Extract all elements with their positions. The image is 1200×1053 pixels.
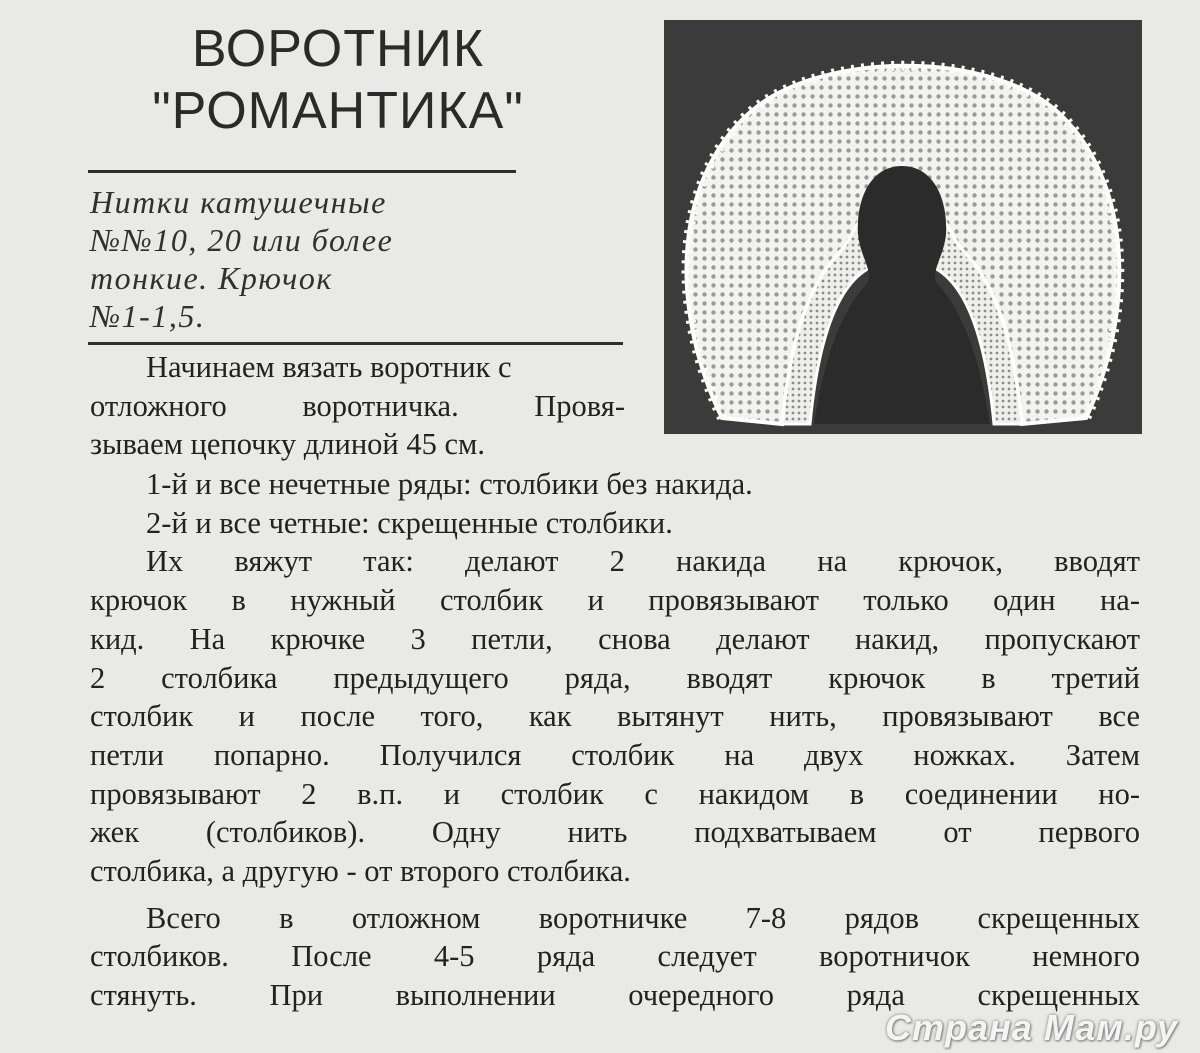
site-watermark: Страна Мам.ру bbox=[885, 1007, 1178, 1048]
text-line: столбика, а другую - от второго столбика. bbox=[90, 854, 631, 889]
text-line: 2-й и все четные: скрещенные столбики. bbox=[146, 505, 673, 540]
text-line: кид. На крючке 3 петли, снова делают накид, пропускают bbox=[90, 621, 1140, 656]
materials-divider bbox=[88, 342, 623, 345]
text-line: столбик и после того, как вытянут нить, провязывают все bbox=[90, 699, 1140, 734]
lace-collar-image bbox=[664, 20, 1142, 434]
text-line: жек (столбиков). Одну нить подхватываем от первого bbox=[90, 815, 1140, 850]
text-line: провязывают 2 в.п. и столбик с накидом в соединении но- bbox=[90, 776, 1140, 811]
collar-photo bbox=[664, 20, 1142, 434]
text-line: столбиков. После 4-5 ряда следует воротничок немного bbox=[90, 939, 1140, 974]
text-line: петли попарно. Получился столбик на двух ножках. Затем bbox=[90, 737, 1140, 772]
text-line: крючок в нужный столбик и провязывают только один на- bbox=[90, 583, 1140, 618]
text-line: стянуть. При выполнении очередного ряда скрещенных bbox=[90, 978, 1140, 1013]
text-line: зываем цепочку длиной 45 см. bbox=[90, 427, 485, 462]
text-line: Всего в отложном воротничке 7-8 рядов скрещенных bbox=[146, 900, 1140, 935]
materials-block bbox=[90, 183, 540, 335]
page-title bbox=[88, 18, 588, 142]
materials-line: №№10, 20 или более bbox=[90, 222, 394, 258]
text-line: отложного воротничка. Провя- bbox=[90, 388, 625, 423]
intro-paragraph bbox=[90, 348, 625, 464]
title-line-1: ВОРОТНИК bbox=[191, 20, 485, 78]
materials-line: тонкие. Крючок bbox=[90, 260, 333, 296]
instructions-paragraph bbox=[90, 465, 1140, 1015]
materials-line: Нитки катушечные bbox=[90, 184, 387, 220]
title-line-2: "РОМАНТИКА" bbox=[152, 82, 524, 140]
text-line: Начинаем вязать воротник с bbox=[146, 350, 512, 384]
text-line: 1-й и все нечетные ряды: столбики без накида. bbox=[146, 467, 753, 501]
title-divider bbox=[88, 170, 516, 173]
materials-line: №1-1,5. bbox=[90, 298, 206, 334]
text-line: 2 столбика предыдущего ряда, вводят крючок в третий bbox=[90, 660, 1140, 695]
text-line: Их вяжут так: делают 2 накида на крючок, вводят bbox=[146, 544, 1140, 579]
